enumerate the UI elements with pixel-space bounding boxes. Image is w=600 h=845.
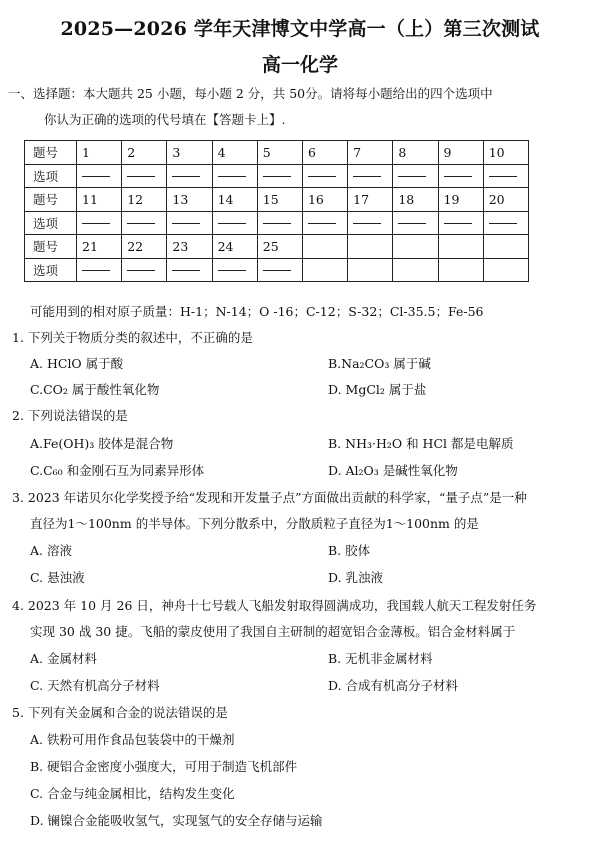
question-1-stem: 1. 下列关于物质分类的叙述中，不正确的是 [12, 330, 253, 345]
answer-cell [483, 258, 528, 282]
answer-blank-line [82, 270, 110, 271]
answer-blank-line [127, 176, 155, 177]
section-instruction-line1: 一、选择题：本大题共 25 小题，每小题 2 分，共 50分。请将每小题给出的四个选项中 [8, 86, 493, 101]
question-1-option-d: D. MgCl₂ 属于盐 [328, 382, 427, 397]
answer-blank-line [353, 223, 381, 224]
question-number-cell: 9 [438, 141, 483, 165]
page-title: 2025—2026 学年天津博文中学高一（上）第三次测试 [60, 18, 540, 40]
answer-blank-line [444, 176, 472, 177]
question-1-option-a: A. HClO 属于酸 [30, 356, 124, 371]
answer-blank-line [308, 223, 336, 224]
answer-table-row-label: 题号 [25, 235, 77, 259]
question-5-option-d: D. 镧镍合金能吸收氢气，实现氢气的安全存储与运输 [30, 813, 323, 828]
question-number-cell: 8 [393, 141, 438, 165]
answer-cell [302, 258, 347, 282]
answer-table-row-label: 题号 [25, 188, 77, 212]
answer-cell [77, 211, 122, 235]
answer-blank-line [82, 223, 110, 224]
question-number-cell: 6 [302, 141, 347, 165]
question-number-cell: 12 [122, 188, 167, 212]
answer-table-row-label: 题号 [25, 141, 77, 165]
question-4-option-b: B. 无机非金属材料 [328, 651, 433, 666]
question-5-stem: 5. 下列有关金属和合金的说法错误的是 [12, 705, 228, 720]
answer-cell [393, 211, 438, 235]
question-number-cell: 4 [212, 141, 257, 165]
answer-cell [122, 211, 167, 235]
empty-cell [348, 235, 393, 259]
page-subtitle: 高一化学 [261, 54, 338, 76]
answer-cell [167, 258, 212, 282]
question-1-option-c: C.CO₂ 属于酸性氧化物 [30, 382, 160, 397]
question-number-cell: 3 [167, 141, 212, 165]
question-5-option-b: B. 硬铝合金密度小强度大，可用于制造飞机部件 [30, 759, 298, 774]
question-number-cell: 11 [77, 188, 122, 212]
answer-blank-line [489, 223, 517, 224]
answer-table-row [25, 188, 529, 212]
answer-cell [77, 164, 122, 188]
question-number-cell: 13 [167, 188, 212, 212]
question-number-cell: 14 [212, 188, 257, 212]
answer-table-row-label: 选项 [25, 211, 77, 235]
answer-blank-line [127, 270, 155, 271]
question-number-cell: 20 [483, 188, 528, 212]
answer-blank-line [353, 176, 381, 177]
question-3-stem-cont: 直径为1～100nm 的半导体。下列分散系中，分散质粒子直径为1～100nm 的是 [30, 516, 479, 531]
answer-cell [167, 164, 212, 188]
question-number-cell: 17 [348, 188, 393, 212]
answer-blank-line [127, 223, 155, 224]
answer-cell [257, 258, 302, 282]
question-4-stem-cont: 实现 30 战 30 捷。飞船的蒙皮使用了我国自主研制的超宽铝合金薄板。铝合金材料属于 [30, 624, 516, 639]
answer-blank-line [489, 176, 517, 177]
answer-cell [393, 258, 438, 282]
answer-cell [257, 211, 302, 235]
question-number-cell: 21 [77, 235, 122, 259]
question-1-option-b: B.Na₂CO₃ 属于碱 [328, 356, 431, 371]
answer-blank-line [263, 270, 291, 271]
answer-cell [348, 164, 393, 188]
question-2-stem: 2. 下列说法错误的是 [12, 408, 128, 423]
question-2-option-b: B. NH₃·H₂O 和 HCl 都是电解质 [328, 436, 514, 451]
answer-cell [77, 258, 122, 282]
answer-cell [302, 211, 347, 235]
answer-blank-line [172, 270, 200, 271]
answer-blank-line [172, 176, 200, 177]
question-number-cell: 19 [438, 188, 483, 212]
answer-table-row-label: 选项 [25, 258, 77, 282]
question-3-option-b: B. 胶体 [328, 543, 371, 558]
answer-cell [438, 258, 483, 282]
answer-blank-line [263, 176, 291, 177]
answer-blank-line [218, 270, 246, 271]
answer-table-row [25, 164, 529, 188]
answer-cell [348, 211, 393, 235]
section-instruction-line2: 你认为正确的选项的代号填在【答题卡上】. [44, 112, 286, 127]
answer-blank-line [308, 176, 336, 177]
answer-table [24, 140, 529, 282]
answer-table-row [25, 141, 529, 165]
answer-cell [122, 164, 167, 188]
answer-cell [483, 211, 528, 235]
empty-cell [302, 235, 347, 259]
answer-cell [167, 211, 212, 235]
question-number-cell: 25 [257, 235, 302, 259]
answer-cell [302, 164, 347, 188]
question-number-cell: 16 [302, 188, 347, 212]
question-number-cell: 10 [483, 141, 528, 165]
answer-cell [438, 164, 483, 188]
answer-blank-line [444, 223, 472, 224]
question-4-option-a: A. 金属材料 [30, 651, 97, 666]
answer-cell [257, 164, 302, 188]
answer-cell [348, 258, 393, 282]
question-3-option-a: A. 溶液 [30, 543, 72, 558]
question-4-stem: 4. 2023 年 10 月 26 日，神舟十七号载人飞船发射取得圆满成功，我国载人航天工程发射任务 [12, 598, 537, 613]
answer-cell [212, 258, 257, 282]
answer-cell [438, 211, 483, 235]
question-number-cell: 15 [257, 188, 302, 212]
question-number-cell: 1 [77, 141, 122, 165]
question-4-option-d: D. 合成有机高分子材料 [328, 678, 459, 693]
empty-cell [393, 235, 438, 259]
question-2-option-d: D. Al₂O₃ 是碱性氧化物 [328, 463, 458, 478]
answer-cell [483, 164, 528, 188]
answer-table-row [25, 235, 529, 259]
question-number-cell: 23 [167, 235, 212, 259]
answer-blank-line [218, 176, 246, 177]
empty-cell [438, 235, 483, 259]
question-5-option-a: A. 铁粉可用作食品包装袋中的干燥剂 [30, 732, 235, 747]
answer-blank-line [82, 176, 110, 177]
question-number-cell: 22 [122, 235, 167, 259]
question-number-cell: 5 [257, 141, 302, 165]
question-5-option-c: C. 合金与纯金属相比，结构发生变化 [30, 786, 235, 801]
answer-blank-line [398, 176, 426, 177]
answer-blank-line [263, 223, 291, 224]
question-2-option-a: A.Fe(OH)₃ 胶体是混合物 [30, 436, 174, 451]
answer-table-row [25, 258, 529, 282]
answer-blank-line [398, 223, 426, 224]
question-2-option-c: C.C₆₀ 和金刚石互为同素异形体 [30, 463, 205, 478]
empty-cell [483, 235, 528, 259]
answer-blank-line [172, 223, 200, 224]
question-number-cell: 7 [348, 141, 393, 165]
question-number-cell: 2 [122, 141, 167, 165]
answer-cell [212, 211, 257, 235]
question-4-option-c: C. 天然有机高分子材料 [30, 678, 160, 693]
answer-cell [393, 164, 438, 188]
answer-cell [212, 164, 257, 188]
answer-table-row [25, 211, 529, 235]
question-3-option-c: C. 悬浊液 [30, 570, 85, 585]
atomic-mass-note: 可能用到的相对原子质量：H-1；N-14；O -16；C-12；S-32；Cl-35.5；Fe-56 [30, 304, 484, 319]
answer-blank-line [218, 223, 246, 224]
question-number-cell: 18 [393, 188, 438, 212]
question-3-option-d: D. 乳浊液 [328, 570, 384, 585]
answer-cell [122, 258, 167, 282]
question-number-cell: 24 [212, 235, 257, 259]
question-3-stem: 3. 2023 年诺贝尔化学奖授予给“发现和开发量子点”方面做出贡献的科学家，“量子点”是一种 [12, 490, 527, 505]
answer-table-row-label: 选项 [25, 164, 77, 188]
